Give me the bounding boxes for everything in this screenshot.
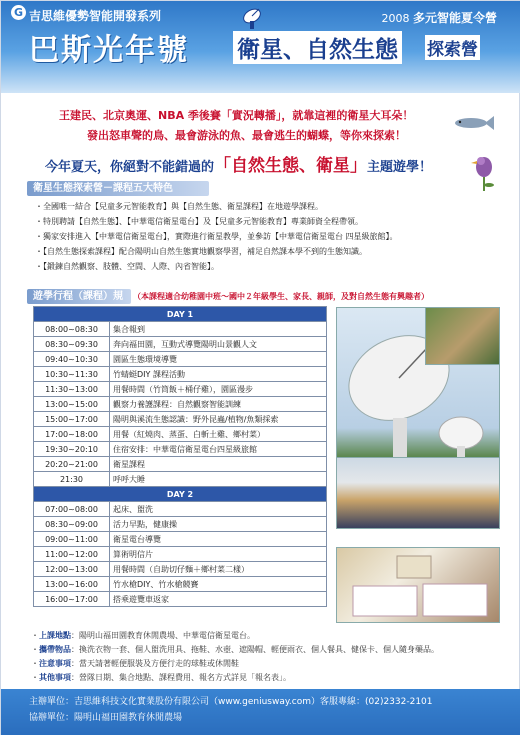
table-row	[34, 382, 327, 397]
list-item: ・其他事項：營隊日期、集合地點、課程費用、報名方式詳見「報名表」。	[31, 673, 291, 682]
schedule-time: 08:30~09:30	[34, 337, 110, 352]
fish-icon	[451, 113, 495, 133]
table-row	[34, 592, 327, 607]
note-label: 其他事項	[39, 673, 71, 682]
schedule-item: 活力早點，健康操	[110, 517, 327, 532]
feature-text: 特別聘請【自然生態】、【中華電信衛星電台】及【兒童多元智能教育】專業師資全程帶領。	[43, 217, 363, 226]
list-item: ・【鍛鍊自然觀察、肢體、空間、人際、內省智能】。	[35, 262, 219, 271]
list-item: ・特別聘請【自然生態】、【中華電信衛星電台】及【兒童多元智能教育】專業師資全程帶領。	[35, 217, 363, 226]
note-label: 上課地點	[39, 631, 71, 640]
schedule-item: 奔向福田園，互動式導覽陽明山景觀人文	[110, 337, 327, 352]
schedule-time: 12:00~13:00	[34, 562, 110, 577]
intro-line-2: 發出怒車聲的鳥、最會游泳的魚、最會逃生的蝴蝶，等你來探索！	[87, 129, 406, 142]
camp-year	[381, 9, 497, 26]
table-row	[34, 562, 327, 577]
intro-highlight: 「自然生態、衛星」	[214, 156, 368, 176]
schedule-time: 16:00~17:00	[34, 592, 110, 607]
intro-line-1: 王建民、北京奧運、NBA 季後賽「實況轉播」，就靠這裡的衛星大耳朵！	[59, 109, 414, 122]
list-item: ・注意事項：當天請著輕便服裝及方便行走的球鞋或休閒鞋	[31, 659, 239, 668]
schedule-item: 園區生態環境導覽	[110, 352, 327, 367]
page-subtitle-tail: 探索營	[425, 35, 480, 60]
schedule-item: 起床、盥洗	[110, 502, 327, 517]
table-row	[34, 532, 327, 547]
note-text: ：營隊日期、集合地點、課程費用、報名方式詳見「報名表」。	[71, 673, 291, 682]
schedule-item: 陽明與溪流生態認識：野外昆蟲/植物/魚類採索	[110, 412, 327, 427]
feature-text: 【鍛鍊自然觀察、肢體、空間、人際、內省智能】。	[43, 262, 219, 271]
intro-line-3	[45, 151, 432, 176]
feature-text: 全國唯一結合【兒童多元智能教育】與【自然生態、衛星課程】在地遊學課程。	[43, 202, 323, 211]
note-label: 攜帶物品	[39, 645, 71, 654]
schedule-item: 搭乘遊覽車返家	[110, 592, 327, 607]
table-row	[34, 322, 327, 337]
schedule-item: 集合報到	[110, 322, 327, 337]
feature-text: 獨家安排進入【中華電信衛星電台】，實際進行衛星教學，並參訪【中華電信衛星電台 四星級旅館】。	[43, 232, 398, 241]
footer	[1, 689, 520, 735]
table-row	[34, 517, 327, 532]
schedule-time: 17:00~18:00	[34, 427, 110, 442]
table-row	[34, 337, 327, 352]
series-name: 吉思維優勢智能開發系列	[29, 9, 162, 23]
page-title: 巴斯光年號	[29, 33, 189, 68]
year-value: 2008	[381, 12, 410, 25]
list-item: ・上課地點：陽明山福田園教育休閒農場、中華電信衛星電台。	[31, 631, 255, 640]
section-schedule-note: （本課程適合幼稚園中班～國中２年級學生、家長、親師，及對自然生態有興趣者）	[133, 292, 429, 301]
schedule-time: 11:00~12:00	[34, 547, 110, 562]
co-host-line	[29, 710, 493, 726]
schedule-time: 08:00~08:30	[34, 322, 110, 337]
hotel-room-photo	[336, 547, 500, 623]
schedule-time: 11:30~13:00	[34, 382, 110, 397]
group-photo	[336, 457, 500, 529]
camp-type: 多元智能夏令營	[412, 11, 497, 25]
host-label: 主辦單位：	[29, 697, 75, 707]
schedule-item: 觀察力養護課程：自然觀察智能訓練	[110, 397, 327, 412]
list-item: ・全國唯一結合【兒童多元智能教育】與【自然生態、衛星課程】在地遊學課程。	[35, 202, 323, 211]
schedule-item: 用餐（紅燒肉、蒸蛋、白斬土雞、鄉村菜）	[110, 427, 327, 442]
schedule-time: 10:30~11:30	[34, 367, 110, 382]
note-text: ：換洗衣物一套、個人盥洗用具、拖鞋、水壺、遮陽帽、輕便雨衣、個人餐具、健保卡、個人隨身藥品。	[71, 645, 439, 654]
table-row	[34, 502, 327, 517]
schedule-table	[33, 306, 327, 607]
day-header: DAY 2	[34, 487, 327, 502]
schedule-time: 13:00~16:00	[34, 577, 110, 592]
bird-icon	[467, 151, 501, 193]
table-row	[34, 412, 327, 427]
schedule-item: 用餐時間（竹筒飯＋桶仔雞），園區漫步	[110, 382, 327, 397]
schedule-item: 衛星電台導覽	[110, 532, 327, 547]
schedule-item: 用餐時間（自助切仔麵＋鄉村菜二樣）	[110, 562, 327, 577]
header-banner	[1, 1, 520, 93]
intro-line-3-c: 主題遊學！	[367, 160, 433, 175]
host-info: 吉思維科技文化實業股份有限公司（www.geniusway.com）客服專線：(02)2332-2101	[74, 697, 433, 707]
table-row	[34, 427, 327, 442]
note-text: ：當天請著輕便服裝及方便行走的球鞋或休閒鞋	[71, 659, 239, 668]
table-row	[34, 472, 327, 487]
co-host-info: 陽明山福田園教育休閒農場	[74, 713, 183, 723]
co-host-label: 協辦單位：	[29, 713, 75, 723]
feature-list	[35, 199, 495, 274]
host-line	[29, 694, 493, 710]
schedule-item: 住宿安排：中華電信衛星電台四星級旅館	[110, 442, 327, 457]
schedule-item: 算術明信片	[110, 547, 327, 562]
table-row	[34, 577, 327, 592]
schedule-time: 08:30~09:00	[34, 517, 110, 532]
schedule-time: 19:30~20:10	[34, 442, 110, 457]
schedule-time: 20:20~21:00	[34, 457, 110, 472]
schedule-time: 21:30	[34, 472, 110, 487]
satellite-dish-icon	[241, 5, 267, 31]
table-row	[34, 352, 327, 367]
table-row	[34, 457, 327, 472]
note-label: 注意事項	[39, 659, 71, 668]
brand-logo: G	[11, 5, 26, 20]
ecology-activity-photo	[425, 307, 500, 365]
section-features-title: 衛星生態探索營－課程五大特色	[27, 181, 209, 196]
table-row	[34, 397, 327, 412]
schedule-item: 竹蜻蜓DIY 課程活動	[110, 367, 327, 382]
list-item: ・【自然生態探索課程】配合陽明山自然生態實地觀察學習，補足自然課本學不到的生態知識。	[35, 247, 367, 256]
notes-list	[31, 629, 501, 685]
note-text: ：陽明山福田園教育休閒農場、中華電信衛星電台。	[71, 631, 255, 640]
feature-text: 【自然生態探索課程】配合陽明山自然生態實地觀察學習，補足自然課本學不到的生態知識。	[43, 247, 367, 256]
schedule-item: 呼呼大睡	[110, 472, 327, 487]
table-row	[34, 367, 327, 382]
schedule-item: 衛星課程	[110, 457, 327, 472]
schedule-time: 13:00~15:00	[34, 397, 110, 412]
intro-line-3-a: 今年夏天，你絕對不能錯過的	[45, 160, 215, 175]
schedule-time: 09:40~10:30	[34, 352, 110, 367]
schedule-time: 07:00~08:00	[34, 502, 110, 517]
table-row	[34, 442, 327, 457]
day-header: DAY 1	[34, 307, 327, 322]
schedule-time: 15:00~17:00	[34, 412, 110, 427]
list-item: ・獨家安排進入【中華電信衛星電台】，實際進行衛星教學，並參訪【中華電信衛星電台 四星級旅館】。	[35, 232, 398, 241]
schedule-item: 竹水槍DIY、竹水槍競賽	[110, 577, 327, 592]
schedule-time: 09:00~11:00	[34, 532, 110, 547]
table-row	[34, 547, 327, 562]
section-schedule-title: 遊學行程（課程）規	[27, 289, 131, 304]
page-subtitle: 衛星、自然生態	[233, 31, 402, 64]
list-item: ・攜帶物品：換洗衣物一套、個人盥洗用具、拖鞋、水壺、遮陽帽、輕便雨衣、個人餐具、健保卡、個人隨身藥品。	[31, 645, 439, 654]
